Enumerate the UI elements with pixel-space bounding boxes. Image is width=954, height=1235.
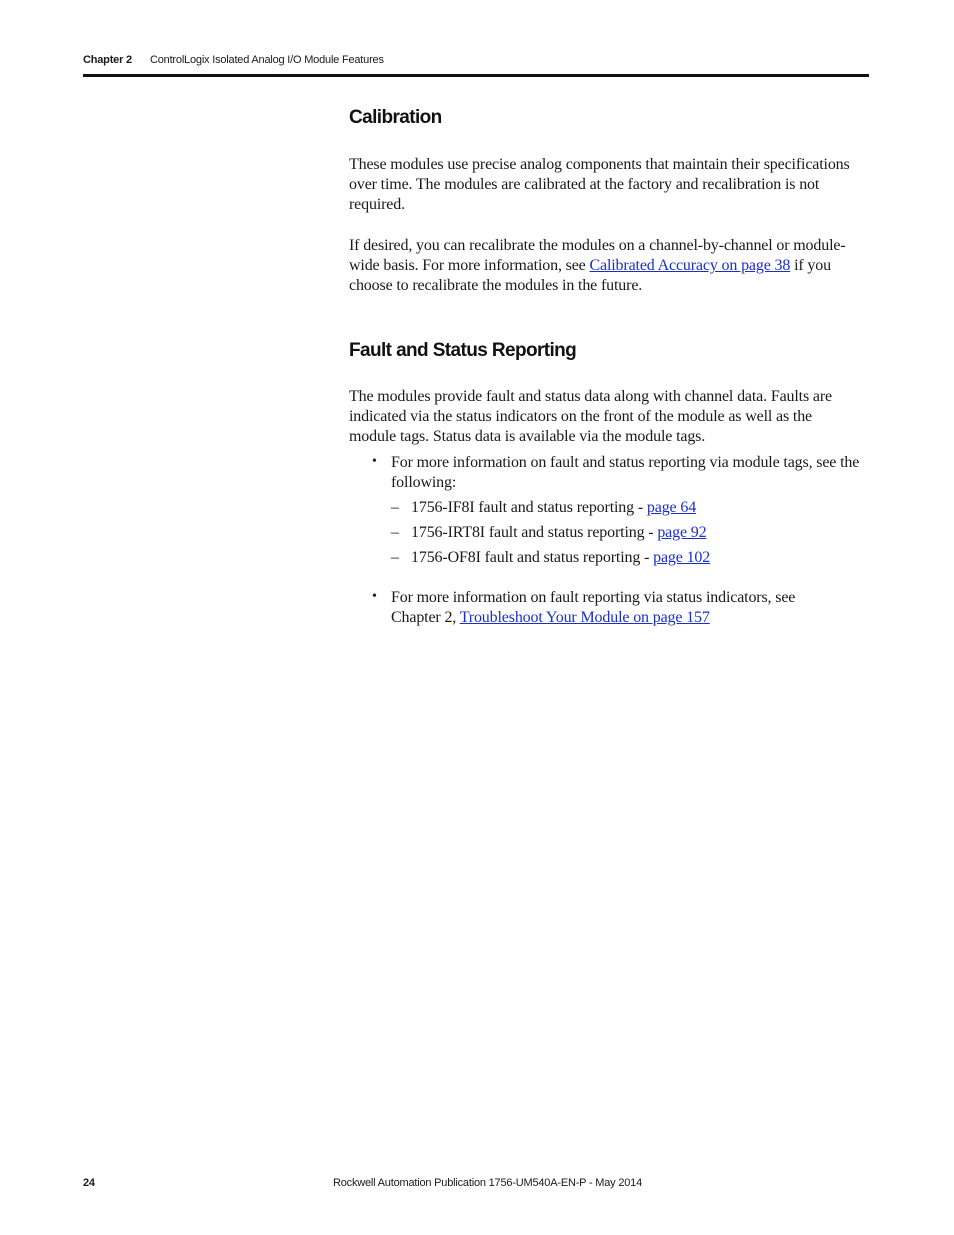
bullet-marker: •: [372, 454, 377, 469]
dash-marker: –: [391, 549, 399, 566]
bullet-marker: •: [372, 589, 377, 604]
page-102-link[interactable]: page 102: [653, 549, 711, 566]
bullet-item-status-indicators: [391, 588, 881, 628]
publication-info: Rockwell Automation Publication 1756-UM540A-EN-P - May 2014: [333, 1177, 642, 1189]
text-line: if you: [790, 257, 831, 275]
sub-item-text: 1756-OF8I fault and status reporting -: [411, 549, 654, 566]
text-line: If desired, you can recalibrate the modules on a channel-by-channel or module-: [349, 237, 846, 254]
troubleshoot-link[interactable]: Troubleshoot Your Module on page 157: [459, 609, 710, 627]
fault-intro-paragraph: [349, 387, 879, 448]
calibration-paragraph-1: [349, 155, 879, 216]
header-rule: [83, 74, 869, 77]
calibrated-accuracy-link[interactable]: Calibrated Accuracy on page 38: [589, 257, 791, 275]
text-line: The modules provide fault and status data along with channel data. Faults are: [349, 388, 832, 405]
text-line: wide basis. For more information, see: [349, 257, 590, 275]
calibration-paragraph-2: [349, 236, 879, 297]
page-64-link[interactable]: page 64: [646, 499, 697, 516]
fault-status-heading: Fault and Status Reporting: [349, 340, 577, 361]
dash-marker: –: [391, 499, 399, 516]
dash-marker: –: [391, 524, 399, 541]
text-line: following:: [391, 474, 457, 492]
running-header: [83, 53, 869, 75]
text-line: required.: [349, 196, 405, 214]
text-line: choose to recalibrate the modules in the future.: [349, 277, 643, 295]
text-line: module tags. Status data is available via the module tags.: [349, 428, 706, 446]
text-line: over time. The modules are calibrated at the factory and recalibration is not: [349, 176, 820, 194]
page-92-link[interactable]: page 92: [657, 524, 707, 541]
calibration-heading: Calibration: [349, 107, 442, 128]
text-line: These modules use precise analog components that maintain their specifications: [349, 156, 850, 173]
chapter-title: ControlLogix Isolated Analog I/O Module Features: [150, 54, 384, 66]
text-line: indicated via the status indicators on the front of the module as well as the: [349, 408, 812, 426]
sub-item-text: 1756-IRT8I fault and status reporting -: [411, 524, 658, 541]
sub-item-if8i: [411, 498, 696, 518]
sub-item-text: 1756-IF8I fault and status reporting -: [411, 499, 647, 516]
text-line: For more information on fault reporting via status indicators, see: [391, 589, 796, 606]
chapter-label: Chapter 2: [83, 54, 132, 66]
text-line: For more information on fault and status reporting via module tags, see the: [391, 454, 860, 471]
sub-item-irt8i: [411, 523, 706, 543]
page-number: 24: [83, 1177, 95, 1189]
text-line: Chapter 2,: [391, 609, 460, 627]
sub-item-of8i: [411, 548, 710, 568]
bullet-item-module-tags: [391, 453, 881, 493]
